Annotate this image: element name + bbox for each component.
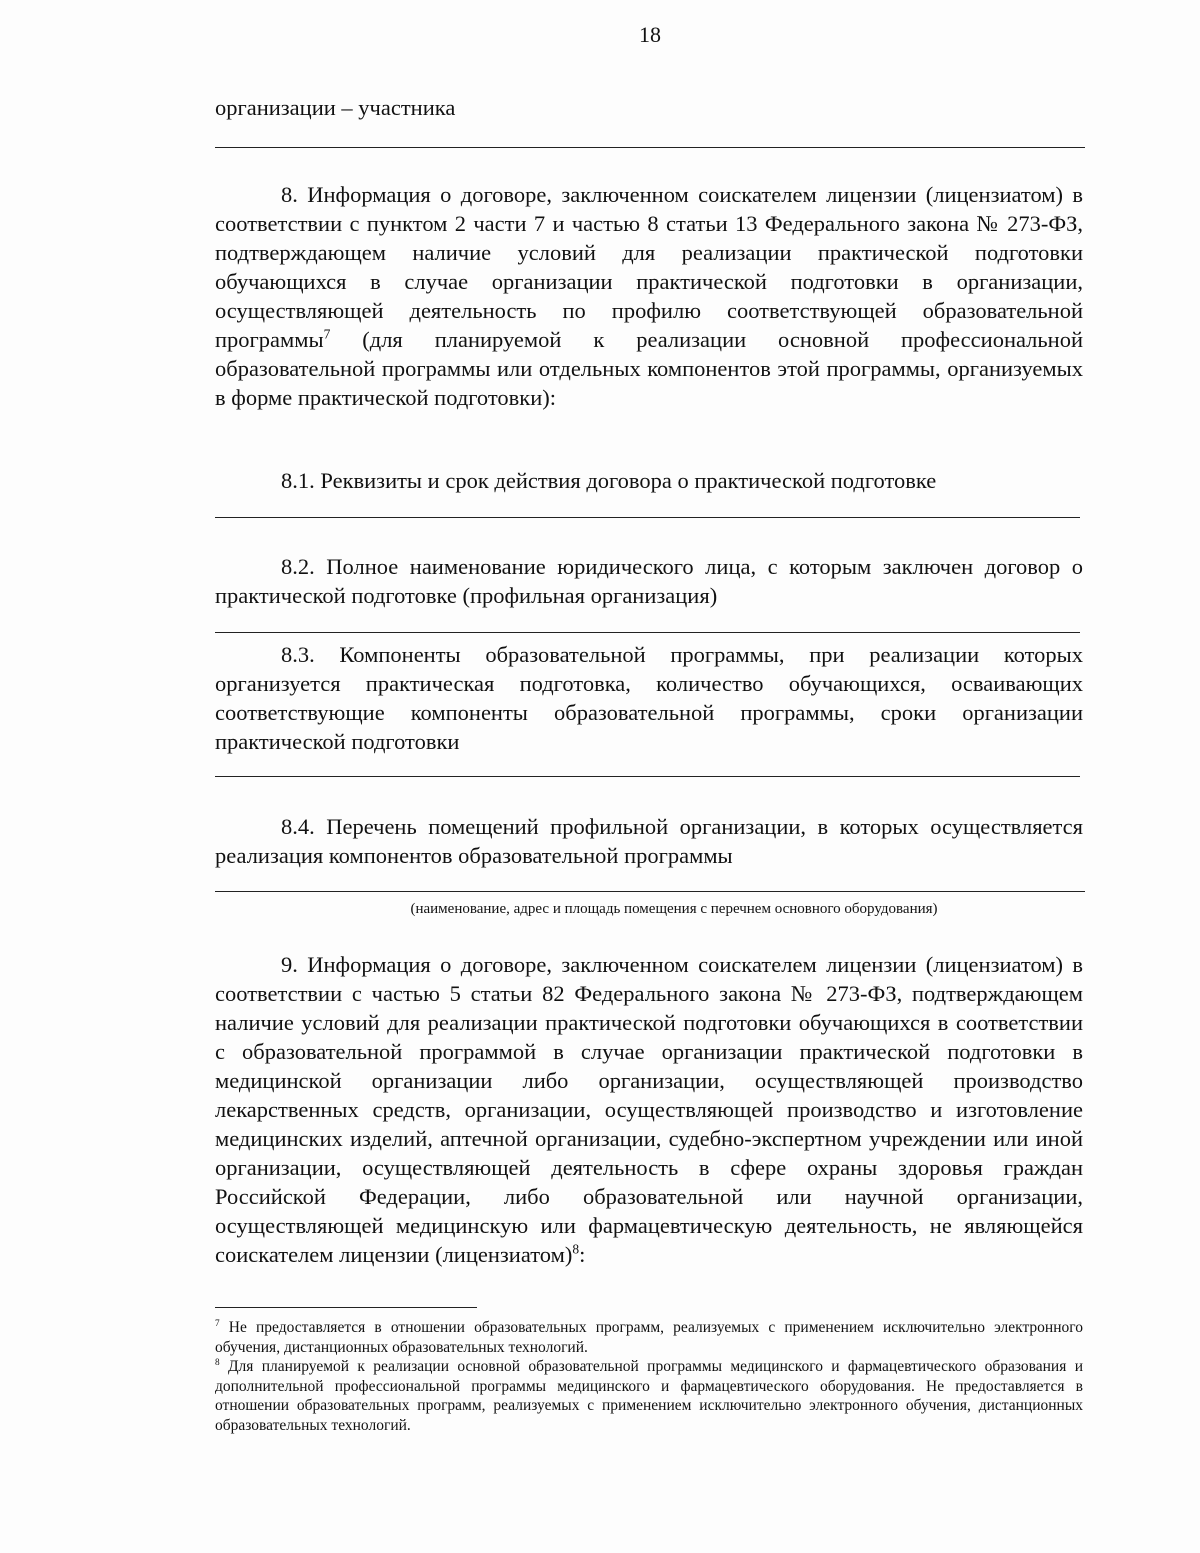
fill-line: [215, 776, 1080, 777]
section-8-text-cont: (для планируемой к реализации основной профессиональной образовательной программы или отдельных компонентов этой программы, организуемых в форме практической подготовки):: [215, 327, 1083, 410]
item-8-2-text: 8.2. Полное наименование юридического лица, с которым заключен договор о практической подготовке (профильная организация): [215, 554, 1083, 608]
continuation-text: организации – участника: [215, 95, 456, 120]
section-8-paragraph: [215, 180, 1083, 412]
footnote-8: [215, 1357, 1083, 1435]
page-number: 18: [639, 22, 661, 47]
item-8-2: [215, 552, 1083, 610]
fill-line: [215, 632, 1080, 633]
fill-line: [215, 517, 1080, 518]
section-9-paragraph: [215, 950, 1083, 1269]
section-9-text: 9. Информация о договоре, заключенном соискателем лицензии (лицензиатом) в соответствии с частью 5 статьи 82 Федерального закона № 273-ФЗ, подтверждающем наличие условий для реализации практической подготовки обучающихся в соответствии с образовательной программой в случае организации практической подготовки в медицинской организации либо организации, осуществляющей производство лекарственных средств, организации, осуществляющей производство и изготовление медицинских изделий, аптечной организации, судебно-экспертном учреждении или иной организации, осуществляющей деятельность в сфере охраны здоровья граждан Российской Федерации, либо образовательной или научной организации, осуществляющей медицинскую или фармацевтическую деятельность, не являющейся соискателем лицензии (лицензиатом): [215, 952, 1083, 1267]
item-8-4: [215, 812, 1083, 870]
continuation-line: [215, 93, 1083, 122]
footnote-separator: [215, 1307, 477, 1308]
footnote-mark: 7: [215, 1318, 220, 1329]
footnote-mark: 8: [215, 1357, 220, 1368]
footnote-ref-8: 8: [572, 1241, 580, 1257]
section-9-text-cont: :: [579, 1242, 586, 1267]
fill-line-caption: (наименование, адрес и площадь помещения с перечнем основного оборудования): [410, 901, 938, 917]
footnote-7: [215, 1318, 1083, 1357]
fill-line: [215, 147, 1085, 148]
item-8-1: [215, 466, 1083, 495]
footnote-ref-7: 7: [323, 326, 331, 342]
item-8-3-text: 8.3. Компоненты образовательной программы, при реализации которых организуется практическая подготовка, количество обучающихся, осваивающих соответствующие компоненты образовательной программы, сроки организации практической подготовки: [215, 642, 1083, 754]
item-8-1-text: 8.1. Реквизиты и срок действия договора о практической подготовке: [281, 468, 937, 493]
fill-line: [215, 891, 1085, 892]
item-8-4-text: 8.4. Перечень помещений профильной организации, в которых осуществляется реализация компонентов образовательной программы: [215, 814, 1083, 868]
footnote-text: Для планируемой к реализации основной образовательной программы медицинского и фармацевтического образования и дополнительной профессиональной программы медицинского и фармацевтического оборудования. Не предоставляется в отношении образовательных программ, реализуемых с применением исключительно электронного обучения, дистанционных образовательных технологий.: [215, 1358, 1083, 1434]
footnotes: [215, 1318, 1083, 1435]
footnote-text: Не предоставляется в отношении образовательных программ, реализуемых с применением исключительно электронного обучения, дистанционных образовательных технологий.: [215, 1319, 1083, 1356]
section-8-text: 8. Информация о договоре, заключенном соискателем лицензии (лицензиатом) в соответствии с пунктом 2 части 7 и частью 8 статьи 13 Федерального закона № 273-ФЗ, подтверждающем наличие условий для реализации практической подготовки обучающихся в случае организации практической подготовки в организации, осуществляющей деятельность по профилю соответствующей образовательной программы: [215, 182, 1083, 352]
item-8-3: [215, 640, 1083, 756]
